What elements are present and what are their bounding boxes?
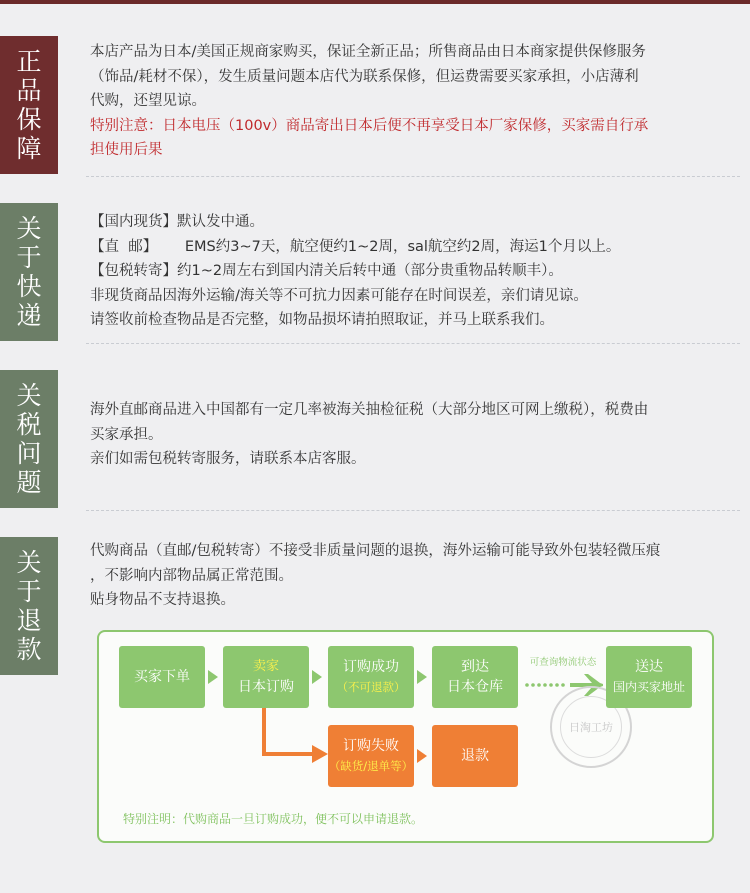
dashed-divider bbox=[86, 510, 740, 511]
top-accent-bar bbox=[0, 0, 750, 4]
stamp-text: 日淘工坊 bbox=[569, 721, 613, 734]
step-label: 国内买家地址 bbox=[612, 680, 685, 694]
warning-note-line: 担使用后果 bbox=[90, 142, 163, 158]
text-line: 【包税转寄】约1~2周左右到国内清关后转中通（部分贵重物品转顺丰）。 bbox=[90, 263, 563, 279]
text-line: 代购，还望见谅。 bbox=[90, 93, 206, 109]
tag-char: 正 bbox=[16, 47, 42, 76]
text-line: 贴身物品不支持退换。 bbox=[90, 592, 235, 608]
tag-char: 问 bbox=[16, 439, 42, 468]
text-line: 亲们如需包税转寄服务，请联系本店客服。 bbox=[90, 451, 366, 467]
tag-char: 保 bbox=[16, 105, 42, 134]
text-line: （饰品/耗材不保），发生质量问题本店代为联系保修，但运费需要买家承担，小店薄利 bbox=[90, 68, 639, 85]
arrow-right-icon bbox=[417, 670, 427, 684]
tag-char: 题 bbox=[16, 468, 42, 497]
tag-char: 关 bbox=[16, 548, 42, 577]
text-line: 【直 邮】 EMS约3~7天，航空便约1~2周，sal航空约2周，海运1个月以上。 bbox=[90, 238, 621, 255]
warning-note-line: 特别注意：日本电压（100v）商品寄出日本后便不再享受日本厂家保修，买家需自行承 bbox=[90, 117, 649, 134]
tag-char: 障 bbox=[16, 134, 42, 163]
tag-char: 品 bbox=[16, 76, 42, 105]
tag-char: 款 bbox=[16, 635, 42, 664]
section-genuine-guarantee-text bbox=[90, 40, 730, 163]
flow-footnote: 特别注明：代购商品一旦订购成功，便不可以申请退款。 bbox=[123, 812, 424, 826]
arrow-right-icon bbox=[417, 749, 427, 763]
step-label-highlight: 卖家 bbox=[252, 659, 279, 674]
tag-char: 关 bbox=[16, 214, 42, 243]
text-line: 本店产品为日本/美国正规商家购买，保证全新正品；所售商品由日本商家提供保修服务 bbox=[90, 44, 646, 60]
flow-step-seller-purchase bbox=[223, 646, 309, 708]
tag-char: 于 bbox=[16, 243, 42, 272]
arrow-right-icon bbox=[208, 670, 218, 684]
tag-char: 关 bbox=[16, 381, 42, 410]
text-line: ，不影响内部物品属正常范围。 bbox=[90, 567, 293, 584]
tag-char: 快 bbox=[16, 272, 42, 301]
section-tag-refund bbox=[0, 537, 58, 675]
section-shipping-text bbox=[90, 210, 730, 333]
tag-char: 税 bbox=[16, 410, 42, 439]
step-sublabel: （缺货/退单等） bbox=[328, 759, 414, 773]
flow-step-order-success bbox=[328, 646, 414, 708]
section-tag-genuine-guarantee bbox=[0, 36, 58, 174]
tag-char: 于 bbox=[16, 577, 42, 606]
tracking-hint: 可查询物流状态 bbox=[529, 657, 597, 668]
section-tag-customs-tax bbox=[0, 370, 58, 508]
step-sublabel: （不可退款） bbox=[336, 680, 406, 694]
flow-step-order-failed bbox=[328, 725, 414, 787]
step-label: 订购失败 bbox=[343, 738, 399, 754]
text-line: 海外直邮商品进入中国都有一定几率被海关抽检征税（大部分地区可网上缴税），税费由 bbox=[90, 402, 649, 418]
dashed-divider bbox=[86, 176, 740, 177]
text-line: 请签收前检查物品是否完整，如物品损坏请拍照取证，并马上联系我们。 bbox=[90, 312, 554, 328]
flow-step-refund bbox=[432, 725, 518, 787]
step-label: 送达 bbox=[635, 659, 663, 675]
section-customs-tax-text bbox=[90, 398, 730, 472]
step-label: 买家下单 bbox=[134, 669, 190, 685]
dashed-divider bbox=[86, 343, 740, 344]
step-label: 退款 bbox=[461, 748, 489, 764]
text-line: 非现货商品因海外运输/海关等不可抗力因素可能存在时间误差，亲们请见谅。 bbox=[90, 287, 588, 304]
arrow-right-icon bbox=[312, 670, 322, 684]
step-label: 订购成功 bbox=[343, 659, 399, 675]
tag-char: 退 bbox=[16, 606, 42, 635]
step-label: 到达 bbox=[461, 659, 489, 675]
section-refund-text bbox=[90, 539, 730, 613]
text-line: 【国内现货】默认发中通。 bbox=[90, 214, 264, 230]
text-line: 代购商品（直邮/包税转寄）不接受非质量问题的退换，海外运输可能导致外包装轻微压痕 bbox=[90, 543, 661, 559]
step-label: 日本订购 bbox=[238, 679, 294, 695]
step-label: 日本仓库 bbox=[447, 679, 503, 695]
flow-step-buyer-order bbox=[119, 646, 205, 708]
tag-char: 递 bbox=[16, 301, 42, 330]
text-line: 买家承担。 bbox=[90, 426, 163, 443]
flow-step-deliver-domestic bbox=[606, 646, 692, 708]
section-tag-shipping bbox=[0, 203, 58, 341]
flow-step-arrive-japan-warehouse bbox=[432, 646, 518, 708]
branch-arrow-icon bbox=[258, 708, 330, 768]
